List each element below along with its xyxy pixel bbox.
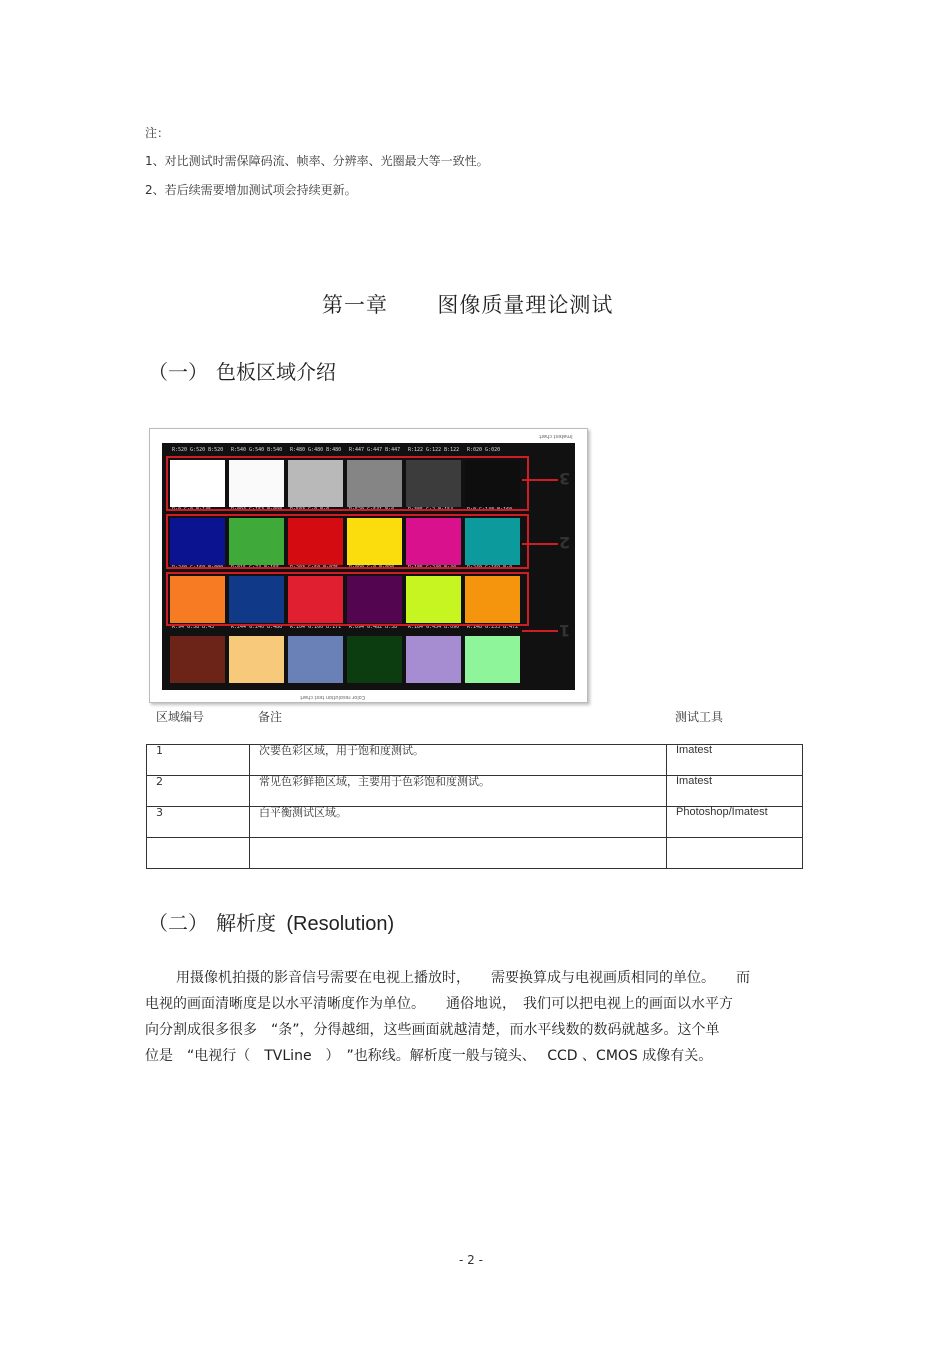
chapter-heading <box>322 289 613 319</box>
swatch-value-label: R:244 G:240 B:480 <box>231 624 283 630</box>
zone-table <box>146 744 803 869</box>
note-item-2: 2、若后续需要增加测试项会持续更新。 <box>145 183 357 197</box>
color-swatch <box>170 636 225 683</box>
zone-3-pointer-line <box>522 479 558 481</box>
section-2-title: 解析度 <box>216 911 276 935</box>
table-row <box>147 807 803 838</box>
swatch-value-label: R:148 G:253 B:472 <box>467 624 519 630</box>
zone-id-cell: 3 <box>147 807 250 838</box>
note-item-1: 1、对比测试时需保障码流、帧率、分辨率、光圈最大等一致性。 <box>145 154 489 168</box>
section-2-heading <box>148 907 394 936</box>
chart-bottom-caption: Color resolution test chart <box>300 694 366 700</box>
swatch-value-label: R:203 G:50 B:075 <box>290 565 339 571</box>
paragraph-line-1: 用摄像机拍摄的影音信号需要在电视上播放时， 需要换算成与电视画质相同的单位。 而 <box>176 970 750 986</box>
color-swatch <box>347 636 402 683</box>
notes-label: 注： <box>145 126 170 140</box>
swatch-value-label: R:090 G:0 B:090 <box>349 565 395 571</box>
color-swatch <box>465 636 520 683</box>
paragraph-line-3: 向分割成很多很多 “条”，分得越细，这些画面就越清楚，而水平线数的数码就越多。这个单 <box>145 1022 720 1038</box>
tool-cell: Imatest <box>667 745 803 776</box>
swatch-value-label: R:503 G:0 B:0 <box>290 507 330 513</box>
table-row <box>147 838 803 869</box>
table-row <box>147 745 803 776</box>
chapter-title: 图像质量理论测试 <box>437 293 614 317</box>
chapter-number: 第一章 <box>322 293 388 317</box>
zone-id-cell <box>147 838 250 869</box>
section-2-number: （二） <box>148 911 208 935</box>
paragraph-line-2: 电视的画面清晰度是以水平清晰度作为单位。 通俗地说， 我们可以把电视上的画面以水平方 <box>145 996 733 1012</box>
remarks-cell <box>250 838 667 869</box>
swatch-value-label: R:94 G:58 B:43 <box>172 624 215 630</box>
table-header-tool: 测试工具 <box>675 710 724 724</box>
zone-id-cell: 2 <box>147 776 250 807</box>
zone-2-pointer-line <box>522 543 558 545</box>
swatch-value-label: R:540 G:540 B:540 <box>231 447 283 453</box>
zone-3-outline <box>166 456 529 511</box>
table-row <box>147 776 803 807</box>
swatch-value-label: R:240 G:160 B:000 <box>172 565 224 571</box>
section-1-number: （一） <box>148 360 208 384</box>
swatch-value-label: R:094 G:482 B:38 <box>349 624 398 630</box>
swatch-value-label: R:122 G:122 B:122 <box>408 447 460 453</box>
zone-2-outline <box>166 514 529 569</box>
tool-cell: Imatest <box>667 776 803 807</box>
section-1-heading <box>148 356 336 385</box>
swatch-value-label: R:385 G:2 B:154 <box>408 507 454 513</box>
swatch-value-label: R:094 G:153 B:098 <box>231 507 283 513</box>
zone-id-cell: 1 <box>147 745 250 776</box>
zone-1-mark: 1 <box>559 621 571 640</box>
swatch-value-label: R:447 G:447 B:447 <box>349 447 401 453</box>
swatch-value-label: R:520 G:541 B:0 <box>349 507 395 513</box>
swatch-value-label: R:0 G:0 B:145 <box>172 507 212 513</box>
tool-cell: Photoshop/Imatest <box>667 807 803 838</box>
zone-1-outline <box>166 572 529 626</box>
tool-cell <box>667 838 803 869</box>
color-chart-board <box>162 443 575 690</box>
swatch-value-label: R:184 G:434 B:090 <box>408 624 460 630</box>
zone-2-mark: 2 <box>559 533 571 552</box>
swatch-value-label: R:240 G:169 B:0 <box>467 565 513 571</box>
color-chart-figure <box>149 428 588 703</box>
section-1-title: 色板区域介绍 <box>216 360 336 384</box>
section-2-title-en: (Resolution) <box>286 913 395 935</box>
swatch-value-label: R:185 G:240 B:40 <box>408 565 457 571</box>
remarks-cell: 次要色彩区域，用于饱和度测试。 <box>250 745 667 776</box>
chart-top-caption: Imatest chart <box>539 433 573 439</box>
resolution-paragraph <box>145 965 815 1069</box>
swatch-value-label: R:015 G:74 B:155 <box>231 565 280 571</box>
swatch-value-label: R:020 G:020 <box>467 447 501 453</box>
remarks-cell: 常见色彩鲜艳区域，主要用于色彩饱和度测试。 <box>250 776 667 807</box>
swatch-value-label: R:480 G:480 B:480 <box>290 447 342 453</box>
color-swatch <box>229 636 284 683</box>
color-swatch <box>406 636 461 683</box>
table-header-zone-id: 区域编号 <box>156 710 205 724</box>
zone-3-mark: 3 <box>559 469 571 488</box>
swatch-value-label: R:0 G:148 B:160 <box>467 507 513 513</box>
paragraph-line-4: 位是 “电视行（ TVLine ） ”也称线。解析度一般与镜头、 CCD 、CMOS 成像有关。 <box>145 1048 713 1064</box>
swatch-value-label: R:520 G:520 B:520 <box>172 447 224 453</box>
page-number: - 2 - <box>459 1253 483 1267</box>
table-header-remarks: 备注 <box>258 710 283 724</box>
color-swatch <box>288 636 343 683</box>
swatch-value-label: R:104 G:160 B:171 <box>290 624 342 630</box>
remarks-cell: 白平衡测试区域。 <box>250 807 667 838</box>
zone-1-pointer-line <box>522 630 558 632</box>
